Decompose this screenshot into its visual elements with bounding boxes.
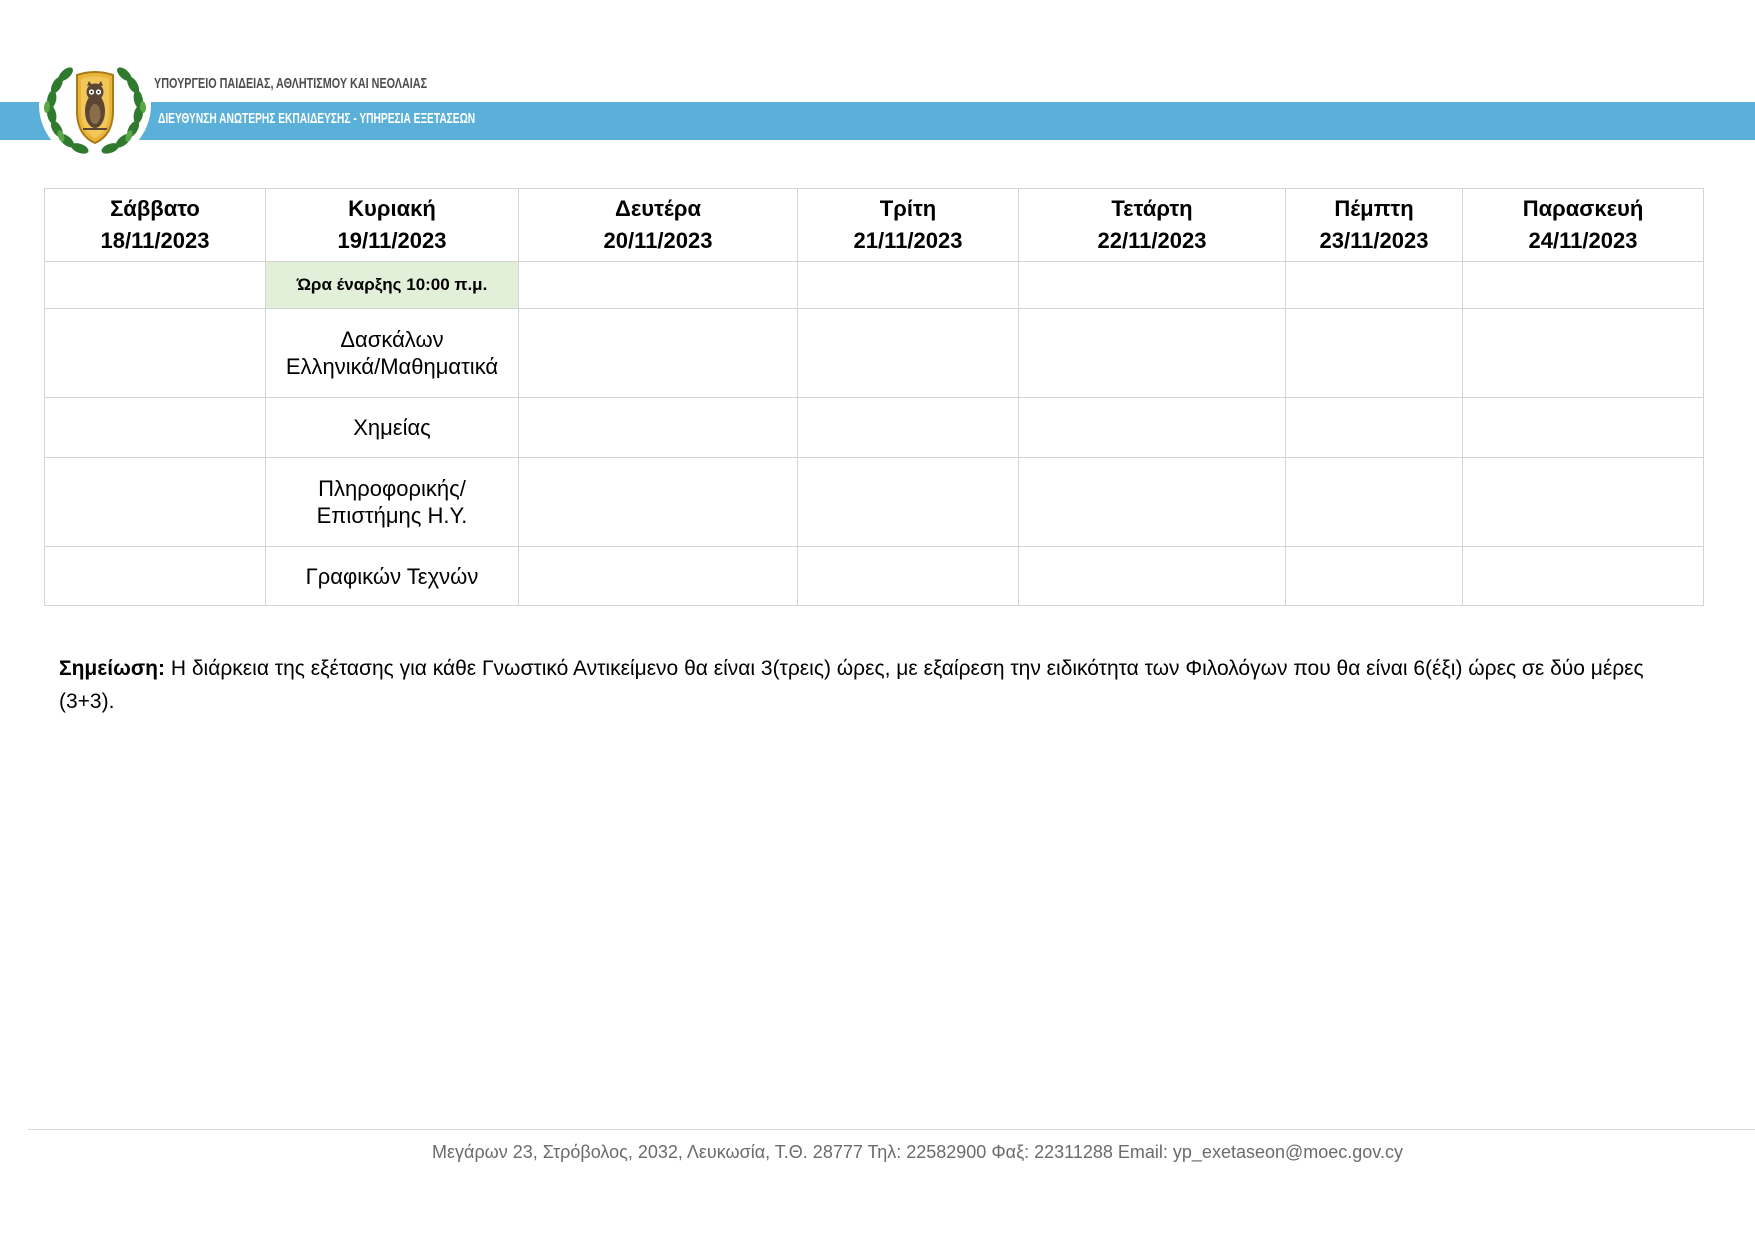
table-header-row <box>45 189 1704 262</box>
empty-cell <box>798 398 1019 458</box>
day-header <box>45 189 266 262</box>
empty-cell <box>519 547 798 606</box>
day-header <box>1286 189 1463 262</box>
subject-cell <box>266 309 519 398</box>
empty-cell <box>798 547 1019 606</box>
table-row <box>45 262 1704 309</box>
subject-cell <box>266 547 519 606</box>
day-header <box>1019 189 1286 262</box>
table-row <box>45 309 1704 398</box>
day-date: 18/11/2023 <box>100 228 210 253</box>
day-date: 21/11/2023 <box>853 228 963 253</box>
day-header <box>266 189 519 262</box>
footer-contact: Μεγάρων 23, Στρόβολος, 2032, Λευκωσία, Τ.Θ. 28777 Τηλ: 22582900 Φαξ: 22311288 Email: yp_exetaseon@moec.gov.cy <box>432 1142 1403 1162</box>
department-title: ΔΙΕΥΘΥΝΣΗ ΑΝΩΤΕΡΗΣ ΕΚΠΑΙΔΕΥΣΗΣ - ΥΠΗΡΕΣΙΑ ΕΞΕΤΑΣΕΩΝ <box>158 110 476 127</box>
subject-cell <box>266 398 519 458</box>
empty-cell <box>45 547 266 606</box>
empty-cell <box>798 309 1019 398</box>
empty-cell <box>1286 458 1463 547</box>
day-header <box>519 189 798 262</box>
empty-cell <box>519 398 798 458</box>
day-header <box>1463 189 1704 262</box>
empty-cell <box>798 262 1019 309</box>
day-header <box>798 189 1019 262</box>
subject-line: Γραφικών Τεχνών <box>305 563 479 589</box>
exam-duration-note <box>59 652 1699 718</box>
empty-cell <box>1463 262 1704 309</box>
empty-cell <box>519 309 798 398</box>
day-date: 24/11/2023 <box>1528 228 1638 253</box>
empty-cell <box>1019 309 1286 398</box>
empty-cell <box>1463 458 1704 547</box>
empty-cell <box>45 309 266 398</box>
empty-cell <box>519 262 798 309</box>
note-label: Σημείωση: <box>59 657 166 680</box>
cyprus-coat-of-arms-icon <box>35 45 155 165</box>
table-row <box>45 398 1704 458</box>
empty-cell <box>1286 398 1463 458</box>
empty-cell <box>519 458 798 547</box>
day-name: Τρίτη <box>879 196 937 221</box>
day-name: Παρασκευή <box>1522 196 1644 221</box>
table-row <box>45 458 1704 547</box>
footer-divider <box>28 1129 1755 1130</box>
day-date: 23/11/2023 <box>1319 228 1429 253</box>
empty-cell <box>1286 262 1463 309</box>
empty-cell <box>1019 547 1286 606</box>
empty-cell <box>45 458 266 547</box>
subject-line: Επιστήμης Η.Υ. <box>316 503 468 528</box>
day-date: 20/11/2023 <box>603 228 713 253</box>
empty-cell <box>1286 309 1463 398</box>
empty-cell <box>45 262 266 309</box>
subject-line: Δασκάλων <box>340 327 444 352</box>
table-row <box>45 547 1704 606</box>
empty-cell <box>1019 458 1286 547</box>
note-text: Η διάρκεια της εξέτασης για κάθε Γνωστικό Αντικείμενο θα είναι 3(τρεις) ώρες, με εξαίρεση την ειδικότητα των Φιλολόγων που θα είναι 6(έξι) ώρες σε δύο μέρες (3+3). <box>59 657 1644 713</box>
empty-cell <box>1019 398 1286 458</box>
day-name: Σάββατο <box>110 196 200 221</box>
day-name: Πέμπτη <box>1334 196 1414 221</box>
empty-cell <box>1286 547 1463 606</box>
subject-line: Πληροφορικής/ <box>318 476 466 501</box>
empty-cell <box>45 398 266 458</box>
ministry-title: ΥΠΟΥΡΓΕΙΟ ΠΑΙΔΕΙΑΣ, ΑΘΛΗΤΙΣΜΟΥ ΚΑΙ ΝΕΟΛΑΙΑΣ <box>154 75 428 92</box>
day-name: Τετάρτη <box>1111 196 1193 221</box>
empty-cell <box>1463 398 1704 458</box>
subject-line: Ελληνικά/Μαθηματικά <box>285 354 499 379</box>
subject-cell <box>266 458 519 547</box>
day-name: Κυριακή <box>348 196 436 221</box>
subject-line: Χημείας <box>353 415 431 440</box>
day-date: 19/11/2023 <box>337 228 447 253</box>
day-name: Δευτέρα <box>615 196 701 221</box>
start-time-cell: Ώρα έναρξης 10:00 π.μ. <box>266 262 519 309</box>
empty-cell <box>1019 262 1286 309</box>
day-date: 22/11/2023 <box>1097 228 1207 253</box>
empty-cell <box>1463 547 1704 606</box>
empty-cell <box>798 458 1019 547</box>
empty-cell <box>1463 309 1704 398</box>
exam-schedule-table <box>44 188 1704 606</box>
